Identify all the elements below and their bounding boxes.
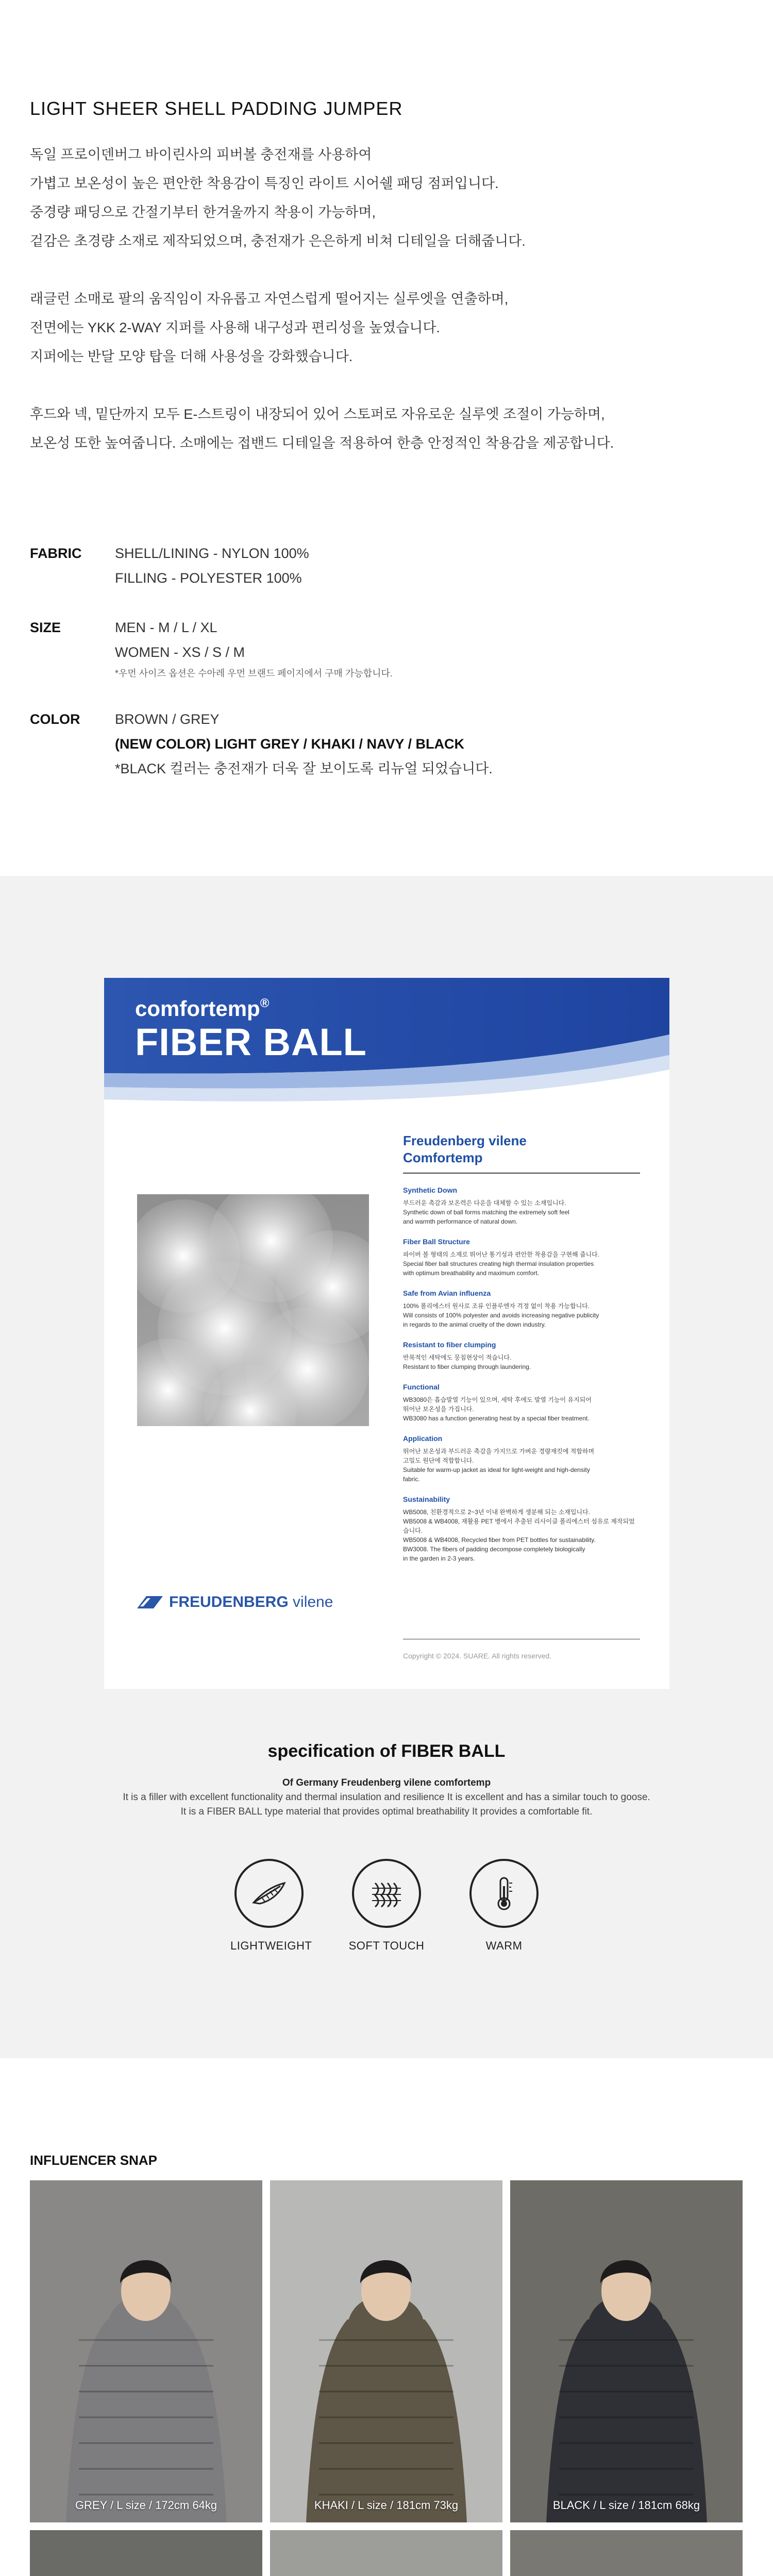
feature-body: Special fiber ball structures creating high thermal insulation properties <box>403 1260 594 1267</box>
spec-section-title: specification of FIBER BALL <box>267 1741 506 1761</box>
spec-fabric <box>30 541 741 590</box>
influencer-photo[interactable] <box>30 2180 262 2522</box>
feature-body: 뛰어난 보온성을 가집니다. <box>403 1405 474 1413</box>
feature-avian <box>403 1289 640 1329</box>
spec-size <box>30 615 741 682</box>
feature-title: Resistant to fiber clumping <box>403 1341 496 1349</box>
paragraph-line: 지퍼에는 반달 모양 탑을 더해 사용성을 강화했습니다. <box>30 349 353 364</box>
feature-body: WB5008 & WB4008, 재활용 PET 병에서 추출된 리사이클 폴리에스터 섬유로 제작되었습니다. <box>403 1518 635 1534</box>
feature-title: Synthetic Down <box>403 1186 458 1194</box>
fiber-features <box>403 1132 640 1574</box>
photo-caption: GREY / L size / 172cm 64kg <box>75 2499 217 2512</box>
photo-caption: KHAKI / L size / 181cm 73kg <box>314 2499 459 2512</box>
paragraph-2 <box>30 284 741 371</box>
paragraph-line: 전면에는 YKK 2-WAY 지퍼를 사용해 내구성과 편리성을 높였습니다. <box>30 320 440 335</box>
feature-body: WB3080은 흡습발열 기능이 있으며, 세탁 후에도 발열 기능이 유지되어 <box>403 1396 592 1403</box>
paragraph-line: 독일 프로이덴버그 바이린사의 피버볼 충전재를 사용하여 <box>30 147 372 162</box>
fiber-ball-section <box>0 876 773 2058</box>
feature-body: Resistant to fiber clumping through laundering. <box>403 1363 531 1370</box>
spec-value: MEN - M / L / XL <box>115 620 217 635</box>
spec-color <box>30 707 741 781</box>
brand-text: comfortemp <box>135 996 260 1021</box>
logo-text-vilene: vilene <box>293 1594 333 1611</box>
fiber-ball-card <box>104 978 669 1689</box>
spec-value: (NEW COLOR) LIGHT GREY / KHAKI / NAVY / BLACK <box>115 736 465 752</box>
feature-application <box>403 1434 640 1484</box>
paragraph-line: 후드와 넥, 밑단까지 모두 E-스트링이 내장되어 있어 스토퍼로 자유로운 실루엣 조절이 가능하며, <box>30 406 605 422</box>
divider <box>403 1173 640 1174</box>
feature-functional <box>403 1383 640 1423</box>
influencer-snap-title: INFLUENCER SNAP <box>30 2153 158 2168</box>
freudenberg-mark-icon <box>137 1596 163 1608</box>
product-title: LIGHT SHEER SHELL PADDING JUMPER <box>30 98 403 119</box>
spec-label: FABRIC <box>30 546 82 561</box>
influencer-photo[interactable] <box>510 2530 743 2576</box>
paragraph-line: 래글런 소매로 팔의 움직임이 자유롭고 자연스럽게 떨어지는 실루엣을 연출하며, <box>30 291 509 307</box>
paragraph-line: 보온성 또한 높여줍니다. 소매에는 접밴드 디테일을 적용하여 한층 안정적인 착용감을 제공합니다. <box>30 435 614 451</box>
photo-caption: BLACK / L size / 181cm 68kg <box>552 2499 700 2512</box>
photo-background <box>270 2530 502 2576</box>
feature-title: Application <box>403 1434 443 1443</box>
paragraph-line: 겉감은 초경량 소재로 제작되었으며, 충전재가 은은하게 비쳐 디테일을 더해줍니다. <box>30 233 526 249</box>
feature-body: Suitable for warm-up jacket as ideal for light-weight and high-density <box>403 1466 590 1473</box>
feature-body: 반복적인 세탁에도 뭉침현상이 적습니다. <box>403 1354 512 1361</box>
influencer-photo[interactable] <box>270 2530 502 2576</box>
card-heading-1: Freudenberg vilene <box>403 1133 527 1148</box>
spec-label: COLOR <box>30 711 80 727</box>
feature-body: with optimum breathability and maximum comfort. <box>403 1269 540 1277</box>
fabric-touch-icon <box>366 1873 407 1914</box>
paragraph-line: 중경량 패딩으로 간절기부터 한겨울까지 착용이 가능하며, <box>30 205 376 220</box>
feature-title: Fiber Ball Structure <box>403 1238 470 1246</box>
icon-soft-touch <box>348 1859 425 1953</box>
feature-title: Sustainability <box>403 1495 450 1503</box>
feature-structure <box>403 1238 640 1278</box>
feature-body: 파이버 볼 형태의 소재로 뛰어난 통기성과 편안한 착용감을 구현해 줍니다. <box>403 1251 600 1258</box>
feature-body: 100% 폴리에스터 원사로 조류 인플루엔자 걱정 없이 착용 가능합니다. <box>403 1302 590 1310</box>
spec-line-1: Of Germany Freudenberg vilene comfortemp <box>282 1777 491 1788</box>
paragraph-line: 가볍고 보온성이 높은 편안한 착용감이 특징인 라이트 시어쉘 패딩 점퍼입니다. <box>30 176 499 191</box>
feature-body: WB3080 has a function generating heat by a special fiber treatment. <box>403 1415 590 1422</box>
spec-line-3: It is a FIBER BALL type material that provides optimal breathability It provides a comfortable fit. <box>180 1806 593 1817</box>
influencer-grid <box>30 2180 743 2576</box>
influencer-photo[interactable] <box>510 2180 743 2522</box>
copyright: Copyright © 2024. SUARE. All rights reserved. <box>403 1652 552 1660</box>
feature-body: in regards to the animal cruelty of the down industry. <box>403 1321 546 1328</box>
feature-body: 고밀도 원단에 적합합니다. <box>403 1457 474 1464</box>
feature-body: and warmth performance of natural down. <box>403 1218 518 1225</box>
logo-text: FREUDENBERG <box>169 1594 289 1611</box>
brand-fiber-ball: FIBER BALL <box>135 1021 367 1063</box>
brand-comfortemp <box>135 996 269 1021</box>
feature-title: Functional <box>403 1383 440 1391</box>
spec-note: *BLACK 컬러는 충전재가 더욱 잘 보이도록 리뉴얼 되었습니다. <box>115 761 493 776</box>
paragraph-3 <box>30 400 741 457</box>
feature-synthetic-down <box>403 1186 640 1226</box>
influencer-photo[interactable] <box>270 2180 502 2522</box>
icon-lightweight <box>230 1859 312 1953</box>
icon-warm <box>465 1859 543 1953</box>
freudenberg-logo <box>137 1594 333 1611</box>
feature-icons <box>0 1859 773 1953</box>
feature-body: Synthetic down of ball forms matching the extremely soft feel <box>403 1209 569 1216</box>
icon-label: SOFT TOUCH <box>348 1939 425 1952</box>
feature-body: Will consists of 100% polyester and avoids increasing negative publicity <box>403 1312 599 1319</box>
card-heading-2: Comfortemp <box>403 1150 483 1165</box>
icon-label: WARM <box>485 1939 523 1952</box>
spec-note: *우먼 사이즈 옵션은 수아레 우먼 브랜드 페이지에서 구매 가능합니다. <box>115 668 393 679</box>
photo-background <box>510 2530 743 2576</box>
feature-body: fabric. <box>403 1476 420 1483</box>
paragraph-1 <box>30 140 741 256</box>
feature-clumping <box>403 1341 640 1371</box>
brand-mark: ® <box>260 996 270 1010</box>
spec-line-2: It is a filler with excellent functionality and thermal insulation and resilience It is excellent and has a similar touch to goose. <box>123 1792 650 1803</box>
spec-value: BROWN / GREY <box>115 711 220 727</box>
product-description <box>30 98 741 486</box>
feature-body: BW3008. The fibers of padding decompose completely biologically <box>403 1546 585 1553</box>
spec-label: SIZE <box>30 620 61 635</box>
feature-title: Safe from Avian influenza <box>403 1289 491 1297</box>
product-specs <box>30 541 741 806</box>
spec-value: WOMEN - XS / S / M <box>115 645 245 660</box>
feather-icon <box>248 1873 290 1914</box>
icon-label: LIGHTWEIGHT <box>230 1939 312 1952</box>
photo-background <box>30 2530 262 2576</box>
thermometer-icon <box>483 1873 525 1914</box>
feature-body: WB5008, 친환경적으로 2~3년 이내 완벽하게 생분해 되는 소재입니다. <box>403 1509 591 1516</box>
influencer-photo[interactable] <box>30 2530 262 2576</box>
feature-body: in the garden in 2-3 years. <box>403 1555 475 1562</box>
feature-body: 부드러운 촉감과 보온력은 다운을 대체할 수 있는 소재입니다. <box>403 1199 566 1207</box>
spec-value: FILLING - POLYESTER 100% <box>115 570 302 586</box>
feature-body: WB5008 & WB4008, Recycled fiber from PET bottles for sustainability. <box>403 1536 596 1544</box>
spec-value: SHELL/LINING - NYLON 100% <box>115 546 309 561</box>
feature-body: 뛰어난 보온성과 부드러운 촉감을 가지므로 가벼운 경량재킷에 적합하며 <box>403 1448 595 1455</box>
fiber-cloud-image <box>137 1194 369 1426</box>
feature-sustainability <box>403 1495 640 1563</box>
